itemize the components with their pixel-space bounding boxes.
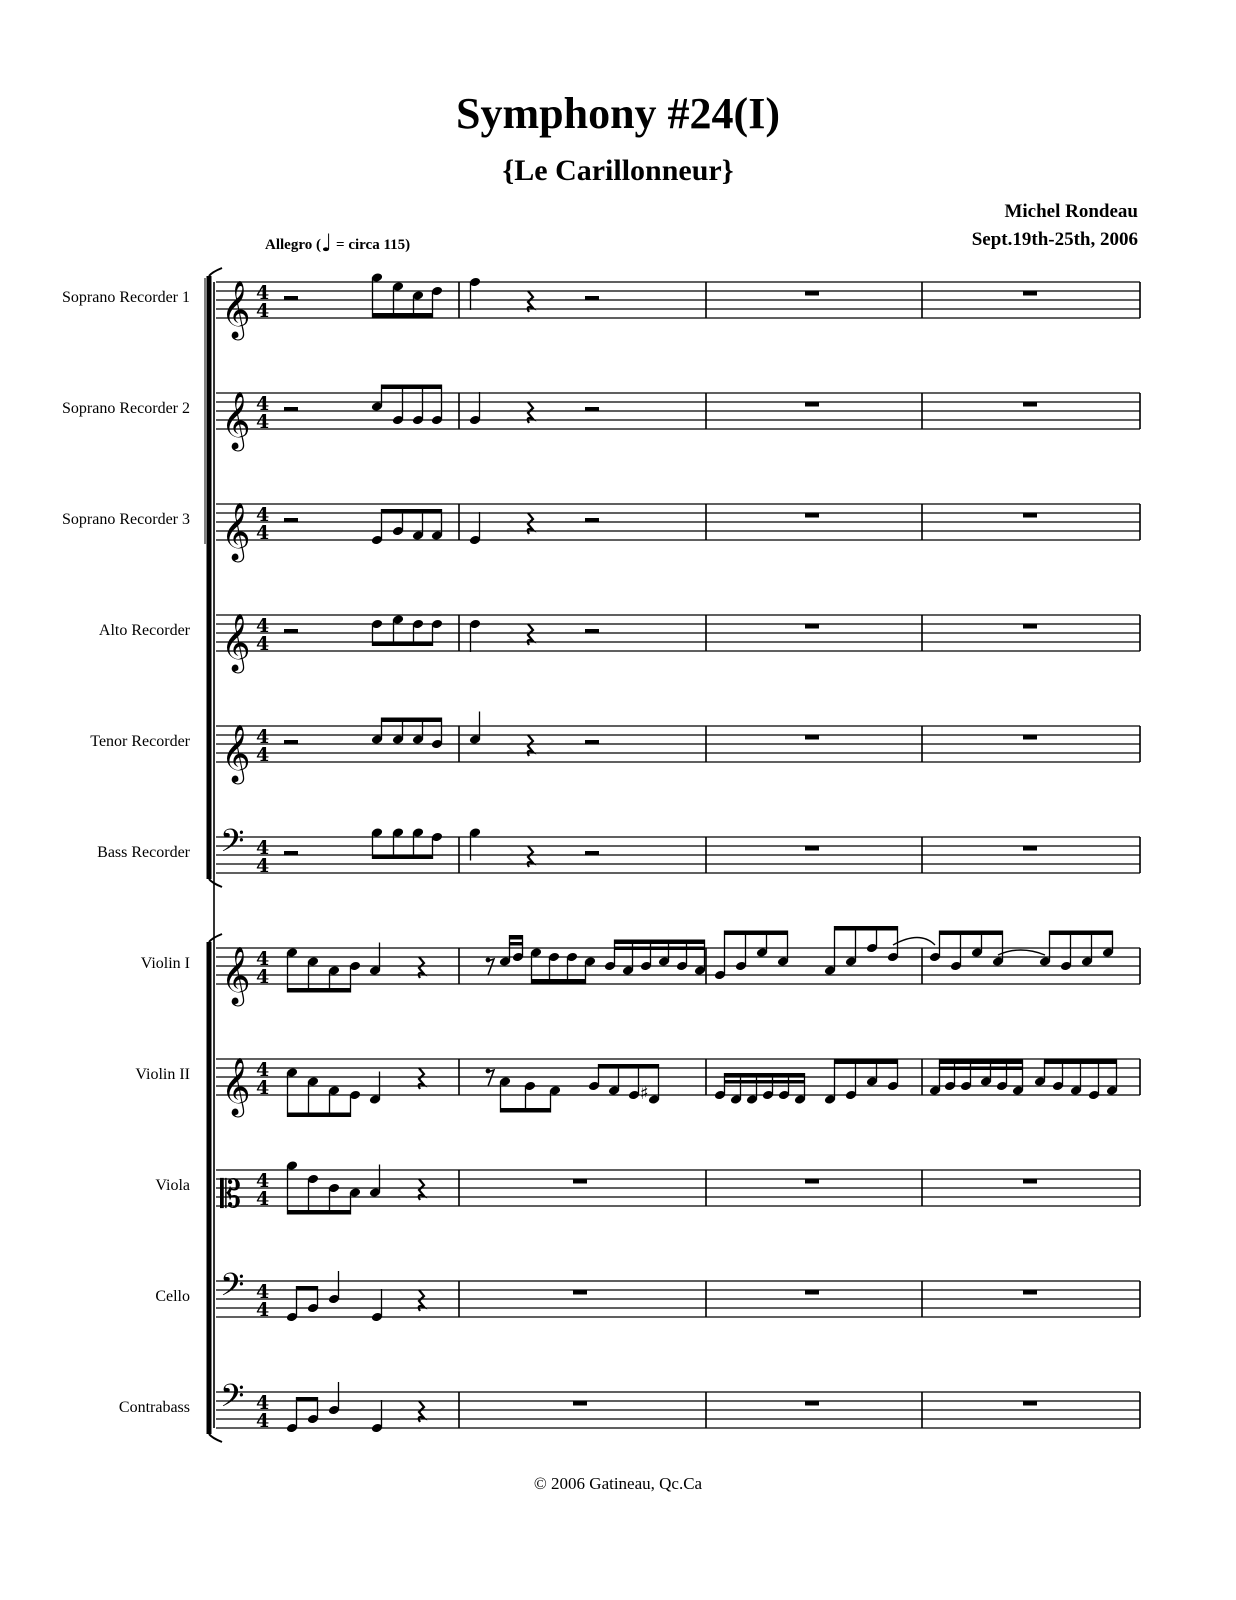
time-signature-bottom: 4 [256, 744, 270, 766]
note-beam [725, 1073, 805, 1078]
half-rest [284, 296, 298, 301]
treble-clef-icon: 𝄞 [221, 946, 251, 1004]
whole-rest [573, 1179, 587, 1184]
note-beam [373, 313, 433, 318]
note-beam [1045, 1060, 1117, 1065]
instrument-label: Contrabass [118, 1399, 190, 1416]
half-rest [585, 629, 599, 634]
note-beam [288, 1113, 351, 1118]
copyright-notice: © 2006 Gatineau, Qc.Ca [533, 1474, 703, 1493]
time-signature-bottom: 4 [256, 1299, 270, 1321]
whole-rest [573, 1290, 587, 1295]
half-rest [284, 851, 298, 856]
instrument-label: Violin II [135, 1066, 190, 1083]
whole-rest [805, 1290, 819, 1295]
composer-name: Michel Rondeau [1004, 201, 1138, 222]
note-beam [373, 642, 433, 647]
score-subtitle: {Le Carillonneur} [502, 154, 734, 187]
staff-tenor-recorder [216, 726, 1140, 762]
alto-clef-icon: 𝄡 [220, 1172, 242, 1216]
whole-rest [1023, 402, 1037, 407]
whole-rest [805, 624, 819, 629]
half-rest [284, 629, 298, 634]
note-beam [297, 1397, 318, 1402]
note-beam [599, 1064, 659, 1069]
whole-rest [1023, 1179, 1037, 1184]
whole-rest [805, 1401, 819, 1406]
note-beam [835, 1060, 898, 1065]
staff-alto-recorder [216, 615, 1140, 651]
half-rest [284, 518, 298, 523]
instrument-label: Soprano Recorder 2 [62, 400, 190, 417]
note-beam [373, 855, 433, 860]
treble-clef-icon: 𝄞 [221, 280, 251, 338]
note-beam [532, 979, 586, 984]
bass-clef-icon: 𝄢 [220, 1377, 245, 1422]
time-signature-bottom: 4 [256, 966, 270, 988]
time-signature-top: 4 [256, 1392, 270, 1414]
whole-rest [1023, 846, 1037, 851]
note-beam [288, 1210, 351, 1215]
note-beam [1050, 931, 1113, 936]
instrument-label: Bass Recorder [97, 844, 190, 861]
note-beam [510, 942, 523, 946]
instrument-label: Tenor Recorder [90, 733, 190, 750]
staff-cello [216, 1281, 1140, 1317]
instrument-label: Cello [155, 1288, 190, 1305]
bracket-hook [209, 268, 222, 276]
half-rest [284, 740, 298, 745]
note-beam [725, 931, 788, 936]
treble-clef-icon: 𝄞 [221, 1057, 251, 1115]
time-signature-bottom: 4 [256, 1188, 270, 1210]
whole-rest [805, 846, 819, 851]
time-signature-top: 4 [256, 393, 270, 415]
note-beam [382, 385, 442, 390]
whole-rest [1023, 735, 1037, 740]
time-signature-bottom: 4 [256, 633, 270, 655]
half-rest [585, 740, 599, 745]
whole-rest [805, 513, 819, 518]
note-beam [501, 1108, 551, 1113]
whole-rest [805, 1179, 819, 1184]
staff-bass-recorder [216, 837, 1140, 873]
whole-rest [1023, 513, 1037, 518]
half-rest [585, 296, 599, 301]
instrument-label: Soprano Recorder 1 [62, 289, 190, 306]
treble-clef-icon: 𝄞 [221, 502, 251, 560]
time-signature-top: 4 [256, 615, 270, 637]
whole-rest [1023, 291, 1037, 296]
instrument-label: Soprano Recorder 3 [62, 511, 190, 528]
time-signature-top: 4 [256, 948, 270, 970]
half-rest [585, 851, 599, 856]
whole-rest [1023, 624, 1037, 629]
staff-soprano-recorder-2 [216, 393, 1140, 429]
whole-rest [1023, 1401, 1037, 1406]
bass-clef-icon: 𝄢 [220, 822, 245, 867]
note-beam [940, 931, 1003, 936]
note-beam [615, 947, 705, 951]
time-signature-bottom: 4 [256, 411, 270, 433]
treble-clef-icon: 𝄞 [221, 724, 251, 782]
instrument-label: Alto Recorder [98, 622, 190, 639]
time-signature-bottom: 4 [256, 522, 270, 544]
eighth-rest [488, 959, 494, 975]
note-beam [297, 1286, 318, 1291]
time-signature-top: 4 [256, 1059, 270, 1081]
time-signature-top: 4 [256, 837, 270, 859]
note-beam [288, 988, 351, 993]
bracket-hook [209, 934, 222, 942]
tie [893, 938, 935, 946]
time-signature-bottom: 4 [256, 855, 270, 877]
staff-soprano-recorder-1 [216, 282, 1140, 318]
tie [998, 950, 1045, 955]
instrument-label: Viola [155, 1177, 190, 1194]
whole-rest [805, 735, 819, 740]
time-signature-bottom: 4 [256, 1077, 270, 1099]
whole-rest [805, 291, 819, 296]
time-signature-top: 4 [256, 282, 270, 304]
staff-soprano-recorder-3 [216, 504, 1140, 540]
note-beam [510, 935, 523, 940]
half-rest [585, 407, 599, 412]
half-rest [585, 518, 599, 523]
whole-rest [573, 1401, 587, 1406]
tempo-value: = circa 115) [332, 237, 411, 253]
note-beam [725, 1080, 805, 1084]
bracket-hook [209, 879, 222, 887]
tempo-text: Allegro ( [265, 237, 321, 253]
time-signature-top: 4 [256, 726, 270, 748]
note-beam [940, 1060, 1023, 1065]
treble-clef-icon: 𝄞 [221, 613, 251, 671]
note-beam [835, 926, 898, 931]
staff-viola [216, 1170, 1140, 1206]
time-signature-top: 4 [256, 1170, 270, 1192]
eighth-rest [488, 1070, 494, 1086]
time-signature-bottom: 4 [256, 300, 270, 322]
note-beam [382, 718, 442, 723]
whole-rest [805, 402, 819, 407]
bracket-hook [209, 1434, 222, 1442]
time-signature-bottom: 4 [256, 1410, 270, 1432]
staff-contrabass [216, 1392, 1140, 1428]
composition-date: Sept.19th-25th, 2006 [971, 229, 1138, 250]
quarter-note-icon: ♩ [320, 229, 333, 257]
half-rest [284, 407, 298, 412]
note-beam [940, 1067, 1023, 1071]
instrument-label: Violin I [140, 955, 190, 972]
whole-rest [1023, 1290, 1037, 1295]
sharp-icon: ♯ [640, 1083, 649, 1104]
score-title: Symphony #24(I) [456, 89, 780, 138]
time-signature-top: 4 [256, 504, 270, 526]
time-signature-top: 4 [256, 1281, 270, 1303]
note-beam [382, 509, 442, 514]
treble-clef-icon: 𝄞 [221, 391, 251, 449]
bass-clef-icon: 𝄢 [220, 1266, 245, 1311]
note-beam [615, 940, 705, 945]
